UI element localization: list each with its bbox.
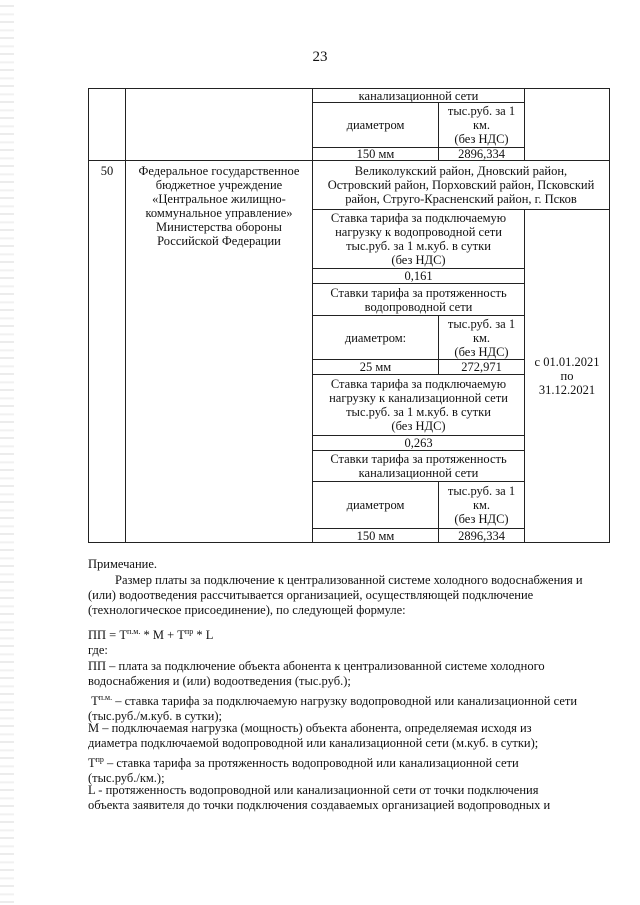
rate-cell: 2896,334 bbox=[438, 147, 525, 161]
water-rate-cell: 272,971 bbox=[438, 359, 525, 375]
water-load-value: 0,161 bbox=[312, 268, 525, 284]
definition-tpr: $Т^{пр}$ – ставка тарифа за протяженность водопроводной или канализационной сети (тыс.руб./км.); bbox=[88, 755, 519, 786]
validity-period-cell: с 01.01.2021 по 31.12.2021 bbox=[524, 209, 610, 543]
scan-edge bbox=[0, 0, 14, 905]
note-heading: Примечание. bbox=[88, 557, 158, 571]
canal-title-cell: канализационной сети bbox=[312, 88, 525, 103]
canal-length-rate-header: Ставки тарифа за протяженность канализационной сети bbox=[312, 450, 525, 482]
unit-cell: тыс.руб. за 1 км. (без НДС) bbox=[438, 102, 525, 148]
canal-size-cell: 150 мм bbox=[312, 528, 439, 543]
canal-load-rate-header: Ставка тарифа за подключаемую нагрузку к канализационной сети тыс.руб. за 1 м.куб. в сутки (без НДС) bbox=[312, 374, 525, 436]
where-label: где: bbox=[88, 643, 108, 657]
note-intro: Размер платы за подключение к централизованной системе холодного водоснабжения и (или) водоотведения рассчитывается организацией, осуществляющей подключение (технологическое присоединение), по следующей формуле: bbox=[88, 573, 583, 617]
water-size-cell: 25 мм bbox=[312, 359, 439, 375]
water-load-rate-header: Ставка тарифа за подключаемую нагрузку к водопроводной сети тыс.руб. за 1 м.куб. в сутки (без НДС) bbox=[312, 209, 525, 269]
water-diameter-label: диаметром: bbox=[312, 315, 439, 360]
cell-empty-period-top bbox=[524, 88, 610, 161]
definition-tpm: $Т^{п.м.}$ – ставка тарифа за подключаемую нагрузку водопроводной или канализационной сети (тыс.руб./м.куб. в сутки); bbox=[88, 693, 578, 724]
organization-cell: Федеральное государственное бюджетное учреждение «Центральное жилищно- коммунальное управление» Министерства обороны Российской Федерации bbox=[125, 160, 313, 543]
water-unit-cell: тыс.руб. за 1 км. (без НДС) bbox=[438, 315, 525, 360]
row-number-cell: 50 bbox=[88, 160, 126, 543]
canal-rate-cell: 2896,334 bbox=[438, 528, 525, 543]
cell-empty-num-top bbox=[88, 88, 126, 161]
definition-l: L - протяженность водопроводной или канализационной сети от точки подключения объекта заявителя до точки подключения создаваемых организацией водопроводных и bbox=[88, 783, 551, 812]
canal-load-value: 0,263 bbox=[312, 435, 525, 451]
size-cell: 150 мм bbox=[312, 147, 439, 161]
definition-pp: ПП – плата за подключение объекта абонента к централизованной системе холодного водоснабжения и (или) водоотведения (тыс.руб.); bbox=[88, 659, 545, 688]
water-length-rate-header: Ставки тарифа за протяженность водопроводной сети bbox=[312, 283, 525, 316]
canal-diameter-label: диаметром bbox=[312, 481, 439, 529]
regions-cell: Великолукский район, Дновский район, Островский район, Порховский район, Псковский район, Струго-Красненский район, г. Псков bbox=[312, 160, 610, 210]
cell-empty-org-top bbox=[125, 88, 313, 161]
fee-formula: ПП = $Т^{п.м.} * М + Т^{пр} * L$ bbox=[88, 627, 214, 643]
definition-m: М – подключаемая нагрузка (мощность) объекта абонента, определяемая исходя из диаметра подключаемой водопроводной или канализационной сети (м.куб. в сутки); bbox=[88, 721, 539, 750]
diameter-label-cell: диаметром bbox=[312, 102, 439, 148]
canal-unit-cell: тыс.руб. за 1 км. (без НДС) bbox=[438, 481, 525, 529]
page-number: 23 bbox=[312, 49, 328, 65]
